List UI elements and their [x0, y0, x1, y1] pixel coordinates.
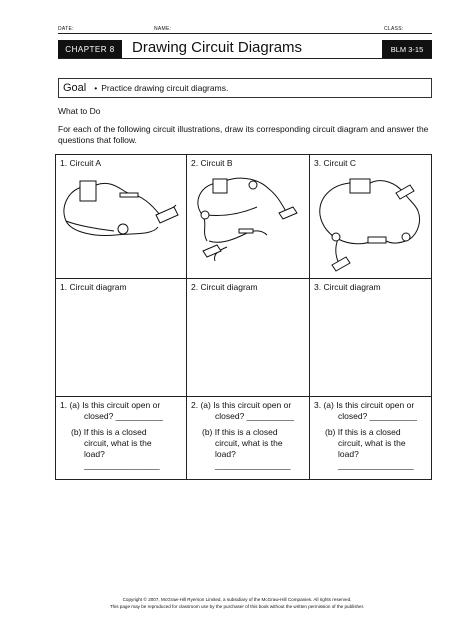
diagram-3-heading: 3. Circuit diagram: [314, 282, 381, 292]
circuit-a-cell: [56, 155, 187, 279]
goal-bullet: •: [94, 83, 98, 93]
questions-1-cell: [56, 397, 187, 479]
q3a-line1: 3. (a) Is this circuit open or: [314, 400, 415, 410]
questions-3-cell: [310, 397, 431, 479]
circuit-c-illustration: [310, 155, 431, 279]
question-2: [191, 400, 294, 471]
header-rule-bottom: [58, 58, 432, 59]
bulb-icon: [201, 211, 209, 219]
questions-2-cell: [187, 397, 310, 479]
question-1: [60, 400, 163, 471]
class-label: CLASS:: [384, 26, 404, 32]
q3b-line1: (b) If this is a closed: [325, 427, 401, 437]
copyright-line: Copyright © 2007, McGraw-Hill Ryerson Limited, a subsidiary of the McGraw-Hill Companies. All rights reserved.: [122, 597, 352, 602]
bulb-icon: [402, 233, 410, 241]
circuit-c-cell: [310, 155, 431, 279]
switch-icon: [239, 229, 253, 233]
q1a-line1: 1. (a) Is this circuit open or: [60, 400, 161, 410]
circuit-b-heading: 2. Circuit B: [191, 158, 233, 168]
battery-icon: [350, 179, 370, 193]
circuit-a-illustration: [56, 155, 187, 279]
battery-icon: [213, 179, 227, 193]
circuit-a-heading: 1. Circuit A: [60, 158, 102, 168]
circuit-b-illustration: [187, 155, 310, 279]
switch-icon: [368, 237, 386, 243]
bulb-icon: [118, 224, 128, 234]
worksheet-grid: [55, 154, 432, 480]
circuit-b-cell: [187, 155, 310, 279]
header-rule-top: [58, 33, 432, 34]
goal-label: Goal: [63, 82, 87, 94]
q2b-line3: load?: [215, 449, 236, 459]
diagram-1-cell[interactable]: [56, 279, 187, 397]
meter-icon: [156, 207, 178, 223]
chapter-badge: CHAPTER 8: [58, 40, 122, 58]
reproduction-line: This page may be reproduced for classroom use by the purchaser of this book without the written permission of the publisher.: [109, 603, 365, 609]
q1a-line2: closed? __________: [84, 411, 163, 421]
instructions: For each of the following circuit illustrations, draw its corresponding circuit diagram and answer the questions that follow.: [58, 124, 429, 145]
battery-icon: [80, 181, 96, 201]
blm-badge: BLM 3-15: [382, 40, 432, 58]
diagram-3-cell[interactable]: [310, 279, 431, 397]
date-label: DATE:: [58, 26, 74, 32]
circuit-c-heading: 3. Circuit C: [314, 158, 357, 168]
footer: [0, 597, 474, 610]
page-title: Drawing Circuit Diagrams: [132, 39, 303, 56]
switch-icon: [120, 193, 138, 197]
q3b-line4: ________________: [338, 460, 414, 470]
q3b-line3: load?: [338, 449, 359, 459]
q3a-line2: closed? __________: [338, 411, 417, 421]
name-label: NAME:: [154, 26, 172, 32]
goal-box: [58, 78, 432, 98]
q2b-line2: circuit, what is the: [215, 438, 283, 448]
q3b-line2: circuit, what is the: [338, 438, 406, 448]
meter-icon: [332, 257, 350, 271]
q1b-line4: ________________: [84, 460, 160, 470]
question-3: [314, 400, 417, 471]
q2a-line1: 2. (a) Is this circuit open or: [191, 400, 292, 410]
bulb-icon: [332, 233, 340, 241]
bulb-icon: [249, 181, 257, 189]
q2b-line4: ________________: [215, 460, 291, 470]
q2a-line2: closed? __________: [215, 411, 294, 421]
meter-icon: [203, 245, 221, 257]
q1b-line2: circuit, what is the: [84, 438, 152, 448]
q1b-line3: load?: [84, 449, 105, 459]
diagram-1-heading: 1. Circuit diagram: [60, 282, 127, 292]
diagram-2-cell[interactable]: [187, 279, 310, 397]
goal-text: Practice drawing circuit diagrams.: [101, 83, 229, 93]
diagram-2-heading: 2. Circuit diagram: [191, 282, 258, 292]
q1b-line1: (b) If this is a closed: [71, 427, 147, 437]
q2b-line1: (b) If this is a closed: [202, 427, 278, 437]
meter-icon: [279, 207, 297, 219]
what-to-do-heading: What to Do: [58, 106, 101, 116]
